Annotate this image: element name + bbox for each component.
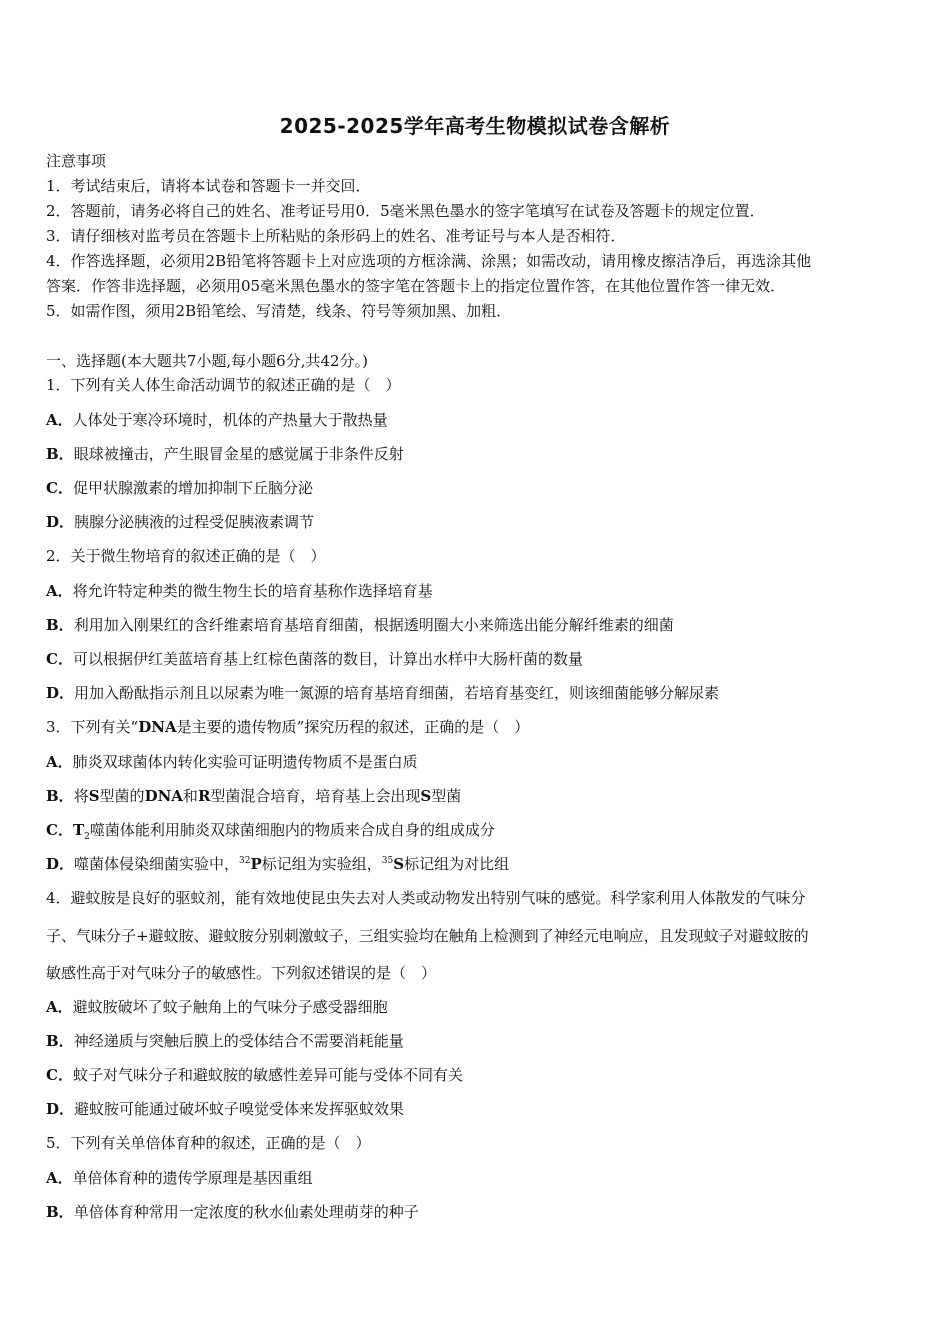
option-letter: A． — [46, 753, 73, 771]
isotope-mass: 35 — [381, 856, 394, 866]
phage-subscript: 2 — [84, 832, 90, 842]
notice-item: 5．如需作图，须用2B铅笔绘、写清楚，线条、符号等须加黑、加粗． — [46, 302, 512, 320]
option-d — [46, 1099, 404, 1119]
question-stem-line: 敏感性高于对气味分子的敏感性。下列叙述错误的是（ ） — [46, 964, 437, 982]
question-stem: 2．关于微生物培育的叙述正确的是（ ） — [46, 547, 326, 565]
option-text: 神经递质与突触后膜上的受体结合不需要消耗能量 — [73, 1032, 404, 1050]
option-text: 促甲状腺激素的增加抑制下丘脑分泌 — [72, 479, 313, 497]
option-letter: B． — [46, 787, 74, 805]
option-a — [46, 997, 388, 1017]
question-stem — [46, 717, 529, 737]
option-d — [46, 683, 719, 703]
option-text: 胰腺分泌胰液的过程受促胰液素调节 — [74, 513, 315, 531]
option-letter: C． — [46, 479, 73, 497]
question-stem: 5．下列有关单倍体育种的叙述，正确的是（ ） — [46, 1134, 371, 1152]
option-letter: B． — [46, 1203, 74, 1221]
option-letter: D． — [46, 1100, 75, 1118]
option-text: 避蚊胺可能通过破坏蚊子嗅觉受体来发挥驱蚊效果 — [74, 1100, 405, 1118]
notice-heading: 注意事项 — [46, 152, 107, 170]
dna-label: DNA — [144, 787, 183, 805]
option-letter: A． — [46, 582, 73, 600]
option-d — [46, 512, 314, 532]
option-text: 可以根据伊红美蓝培育基上红棕色菌落的数目，计算出水样中大肠杆菌的数量 — [72, 650, 583, 668]
option-text: 眼球被撞击，产生眼冒金星的感觉属于非条件反射 — [73, 445, 404, 463]
option-a — [46, 752, 418, 772]
option-letter: C． — [46, 1066, 73, 1084]
stem-term: DNA — [138, 718, 177, 736]
option-text: 标记组为实验组， — [261, 855, 382, 873]
option-c — [46, 649, 583, 669]
option-text: 单倍体育种常用一定浓度的秋水仙素处理萌芽的种子 — [73, 1203, 419, 1221]
option-letter: C． — [46, 821, 73, 839]
option-letter: B． — [46, 1032, 74, 1050]
option-text: 将允许特定种类的微生物生长的培育基称作选择培育基 — [72, 582, 433, 600]
option-c — [46, 478, 313, 498]
stem-text: 是主要的遗传物质”探究历程的叙述，正确的是（ ） — [176, 718, 530, 736]
option-text: 标记组为对比组 — [404, 855, 510, 873]
question-stem-line: 子、气味分子+避蚊胺、避蚊胺分别刺激蚊子，三组实验均在触角上检测到了神经元电响应，且发现蚊子对避蚊胺的 — [46, 927, 809, 945]
option-text: 型菌的 — [99, 787, 145, 805]
option-d — [46, 854, 509, 874]
option-text: 型菌混合培育，培育基上会出现 — [210, 787, 421, 805]
stem-text: 3．下列有关“ — [46, 718, 139, 736]
notice-item: 答案．作答非选择题，必须用05毫米黑色墨水的签字笔在答题卡上的指定位置作答，在其他位置作答一律无效． — [46, 277, 786, 295]
option-a — [46, 1168, 313, 1188]
option-c — [46, 820, 495, 840]
strain-label: S — [420, 787, 432, 805]
option-text: 型菌 — [431, 787, 462, 805]
option-b — [46, 1202, 419, 1222]
option-text: 噬菌体侵染细菌实验中， — [74, 855, 240, 873]
option-b — [46, 1031, 404, 1051]
option-letter: D． — [46, 684, 75, 702]
section-heading: 一、选择题(本大题共7小题,每小题6分,共42分。) — [46, 352, 368, 370]
option-letter: C． — [46, 650, 73, 668]
isotope-element: P — [250, 855, 262, 873]
option-text: 单倍体育种的遗传学原理是基因重组 — [72, 1169, 313, 1187]
option-a — [46, 581, 433, 601]
option-a — [46, 410, 388, 430]
option-text: 肺炎双球菌体内转化实验可证明遗传物质不是蛋白质 — [72, 753, 418, 771]
isotope-mass: 32 — [239, 856, 251, 866]
option-text: 噬菌体能利用肺炎双球菌细胞内的物质来合成自身的组成成分 — [89, 821, 495, 839]
notice-item: 3．请仔细核对监考员在答题卡上所粘贴的条形码上的姓名、准考证号与本人是否相符． — [46, 227, 626, 245]
page-title: 2025-2025学年高考生物模拟试卷含解析 — [279, 114, 671, 138]
option-text: 避蚊胺破坏了蚊子触角上的气味分子感受器细胞 — [72, 998, 388, 1016]
option-b — [46, 786, 461, 806]
option-text: 用加入酚酞指示剂且以尿素为唯一氮源的培育基培育细菌，若培育基变红，则该细菌能够分解尿素 — [74, 684, 720, 702]
strain-label: R — [197, 787, 211, 805]
strain-label: S — [88, 787, 100, 805]
option-letter: A． — [46, 411, 73, 429]
option-letter: B． — [46, 445, 74, 463]
option-text: 人体处于寒冷环境时，机体的产热量大于散热量 — [72, 411, 388, 429]
option-b — [46, 615, 674, 635]
question-stem: 1．下列有关人体生命活动调节的叙述正确的是（ ） — [46, 376, 401, 394]
option-letter: A． — [46, 1169, 73, 1187]
option-text: 利用加入刚果红的含纤维素培育基培育细菌，根据透明圈大小来筛选出能分解纤维素的细菌 — [73, 616, 674, 634]
option-c — [46, 1065, 463, 1085]
isotope-element: S — [393, 855, 405, 873]
phage-label: T — [72, 821, 85, 839]
notice-item: 2．答题前，请务必将自己的姓名、准考证号用0．5毫米黑色墨水的签字笔填写在试卷及答题卡的规定位置． — [46, 202, 765, 220]
option-letter: D． — [46, 513, 75, 531]
notice-item: 4．作答选择题，必须用2B铅笔将答题卡上对应选项的方框涂满、涂黑；如需改动，请用橡皮擦洁净后，再选涂其他 — [46, 252, 812, 270]
option-text: 蚊子对气味分子和避蚊胺的敏感性差异可能与受体不同有关 — [72, 1066, 463, 1084]
option-text: 和 — [182, 787, 198, 805]
option-b — [46, 444, 404, 464]
option-letter: A． — [46, 998, 73, 1016]
option-letter: D． — [46, 855, 75, 873]
option-text: 将 — [73, 787, 89, 805]
option-letter: B． — [46, 616, 74, 634]
question-stem-line: 4．避蚊胺是良好的驱蚊剂，能有效地使昆虫失去对人类或动物发出特别气味的感觉。科学家利用人体散发的气味分 — [46, 889, 806, 907]
notice-item: 1．考试结束后，请将本试卷和答题卡一并交回． — [46, 177, 371, 195]
